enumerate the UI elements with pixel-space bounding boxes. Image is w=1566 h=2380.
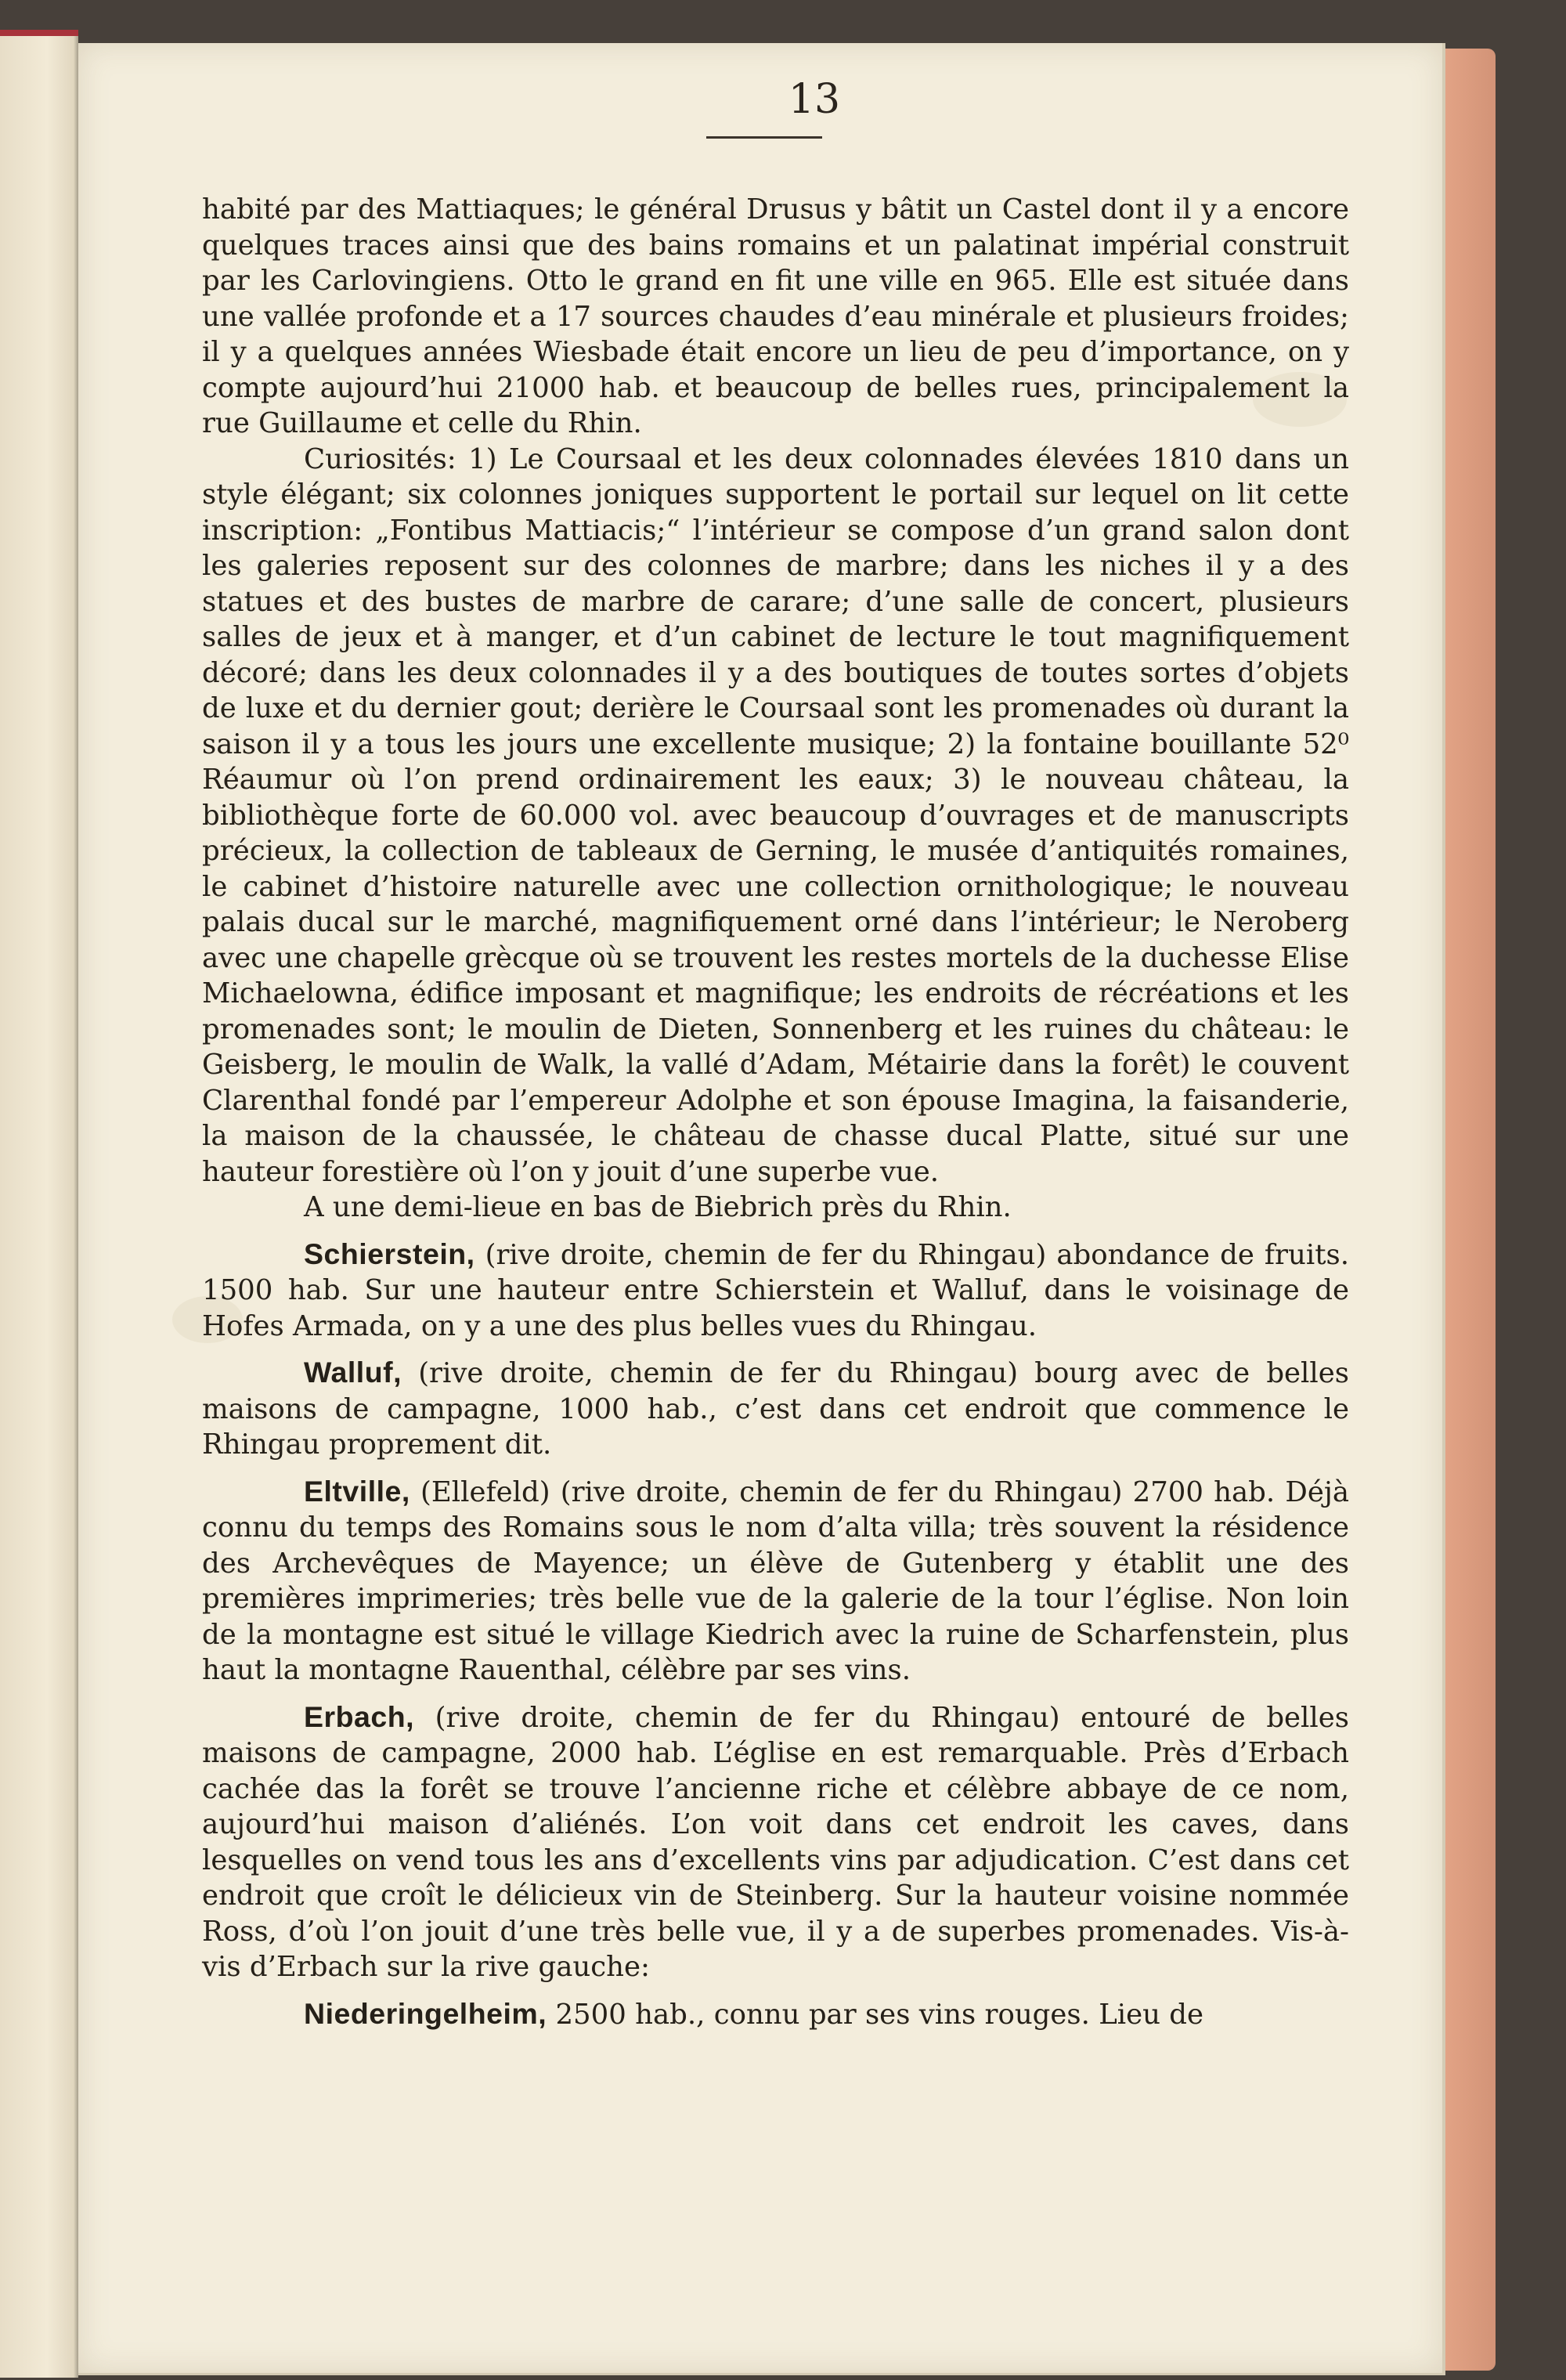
entry-name: Walluf,: [304, 1356, 402, 1389]
paragraph-1: [202, 192, 1349, 442]
entry-eltville: [202, 1474, 1349, 1688]
entry-niederingelheim: [202, 1996, 1349, 2033]
book-page: [78, 43, 1445, 2375]
previous-page-edge: [0, 30, 78, 2378]
entry-schierstein: [202, 1237, 1349, 1345]
paragraph-biebrich: [202, 1190, 1349, 1226]
paragraph-text: Curiosités: 1) Le Coursaal et les deux colonnades élevées 1810 dans un style élégant; six colonnes joniques supportent le portail sur lequel on lit cette inscription: „Fontibus Mattiacis;“ l’intérieur se compose d’un grand salon dont les galeries reposent sur des colonnes de marbre; dans les niches il y a des statues et des bustes de marbre de carare; d’une salle de concert, plusieurs salles de jeux et à manger, et d’un cabinet de lecture le tout magnifiquement décoré; dans les deux colonnades il y a des boutiques de toutes sortes d’objets de luxe et du dernier gout; derière le Coursaal sont les promenades où durant la saison il y a tous les jours une excellente musique; 2) la fontaine bouillante 52⁰ Réaumur où l’on prend ordinairement les eaux; 3) le nouveau château, la bibliothèque forte de 60.000 vol. avec beaucoup d’ouvrages et de manuscripts précieux, la collection de tableaux de Gerning, le musée d’antiquités romaines, le cabinet d’histoire naturelle avec une collection ornithologique; le nouveau palais ducal sur le marché, magnifiquement orné dans l’intérieur; le Neroberg avec une chapelle grècque où se trouvent les restes mortels de la duchesse Elise Michaelowna, édifice imposant et magnifique; les endroits de récréations et les promenades sont; le moulin de Dieten, Sonnenberg et les ruines du château: le Geisberg, le moulin de Walk, la vallé d’Adam, Métairie dans la forêt) le couvent Clarenthal fondé par l’empereur Adolphe et son épouse Imagina, la faisanderie, la maison de la chaussée, le château de chasse ducal Platte, situé sur une hauteur forestière où l’on y jouit d’une superbe vue.: [202, 442, 1349, 1188]
paragraph-text: habité par des Mattiaques; le général Drusus y bâtit un Castel dont il y a encore quelques traces ainsi que des bains romains et un palatinat impérial construit par les Carlovingiens. Otto le grand en fit une ville en 965. Elle est située dans une vallée profonde et a 17 sources chaudes d’eau minérale et plusieurs froides; il y a quelques années Wiesbade était encore un lieu de peu d’importance, on y compte aujourd’hui 21000 hab. et beaucoup de belles rues, principalement la rue Guillaume et celle du Rhin.: [202, 193, 1349, 439]
entry-text: 2500 hab., connu par ses vins rouges. Lieu de: [547, 1998, 1204, 2031]
paragraph-curiosites: [202, 442, 1349, 1190]
entry-name: Schierstein,: [304, 1237, 475, 1270]
entry-text: (rive droite, chemin de fer du Rhingau) abondance de fruits. 1500 hab. Sur une hauteur entre Schierstein et Walluf, dans le voisinage de Hofes Armada, on y a une des plus belles vues du Rhingau.: [202, 1238, 1349, 1342]
header-rule: [706, 136, 822, 139]
entry-erbach: [202, 1699, 1349, 1985]
paragraph-text: A une demi-lieue en bas de Biebrich près du Rhin.: [304, 1191, 1012, 1223]
entry-name: Niederingelheim,: [304, 1996, 547, 2030]
entry-text: (rive droite, chemin de fer du Rhingau) bourg avec de belles maisons de campagne, 1000 hab., c’est dans cet endroit que commence le Rhingau proprement dit.: [202, 1357, 1349, 1461]
entry-name: Eltville,: [304, 1474, 410, 1508]
page-number: 13: [788, 76, 841, 123]
entry-text: (rive droite, chemin de fer du Rhingau) entouré de belles maisons de campagne, 2000 hab. L’église en est remarquable. Près d’Erbach cachée das la forêt se trouve l’ancienne riche et célèbre abbaye de ce nom, aujourd’hui maison d’aliénés. L’on voit dans cet endroit les caves, dans lesquelles on vend tous les ans d’excellents vins par adjudication. C’est dans cet endroit que croît le délicieux vin de Steinberg. Sur la hauteur voisine nommée Ross, d’où l’on jouit d’une très belle vue, il y a de superbes promenades. Vis-à-vis d’Erbach sur la rive gauche:: [202, 1701, 1349, 1983]
entry-name: Erbach,: [304, 1699, 415, 1733]
page-text: [202, 192, 1349, 2032]
entry-text: (Ellefeld) (rive droite, chemin de fer du Rhingau) 2700 hab. Déjà connu du temps des Romains sous le nom d’alta villa; très souvent la résidence des Archevêques de Mayence; un élève de Gutenberg y établit une des premières imprimeries; très belle vue de la galerie de la tour l’église. Non loin de la montagne est situé le village Kiedrich avec la ruine de Scharfenstein, plus haut la montagne Rauenthal, célèbre par ses vins.: [202, 1475, 1349, 1686]
entry-walluf: [202, 1355, 1349, 1463]
